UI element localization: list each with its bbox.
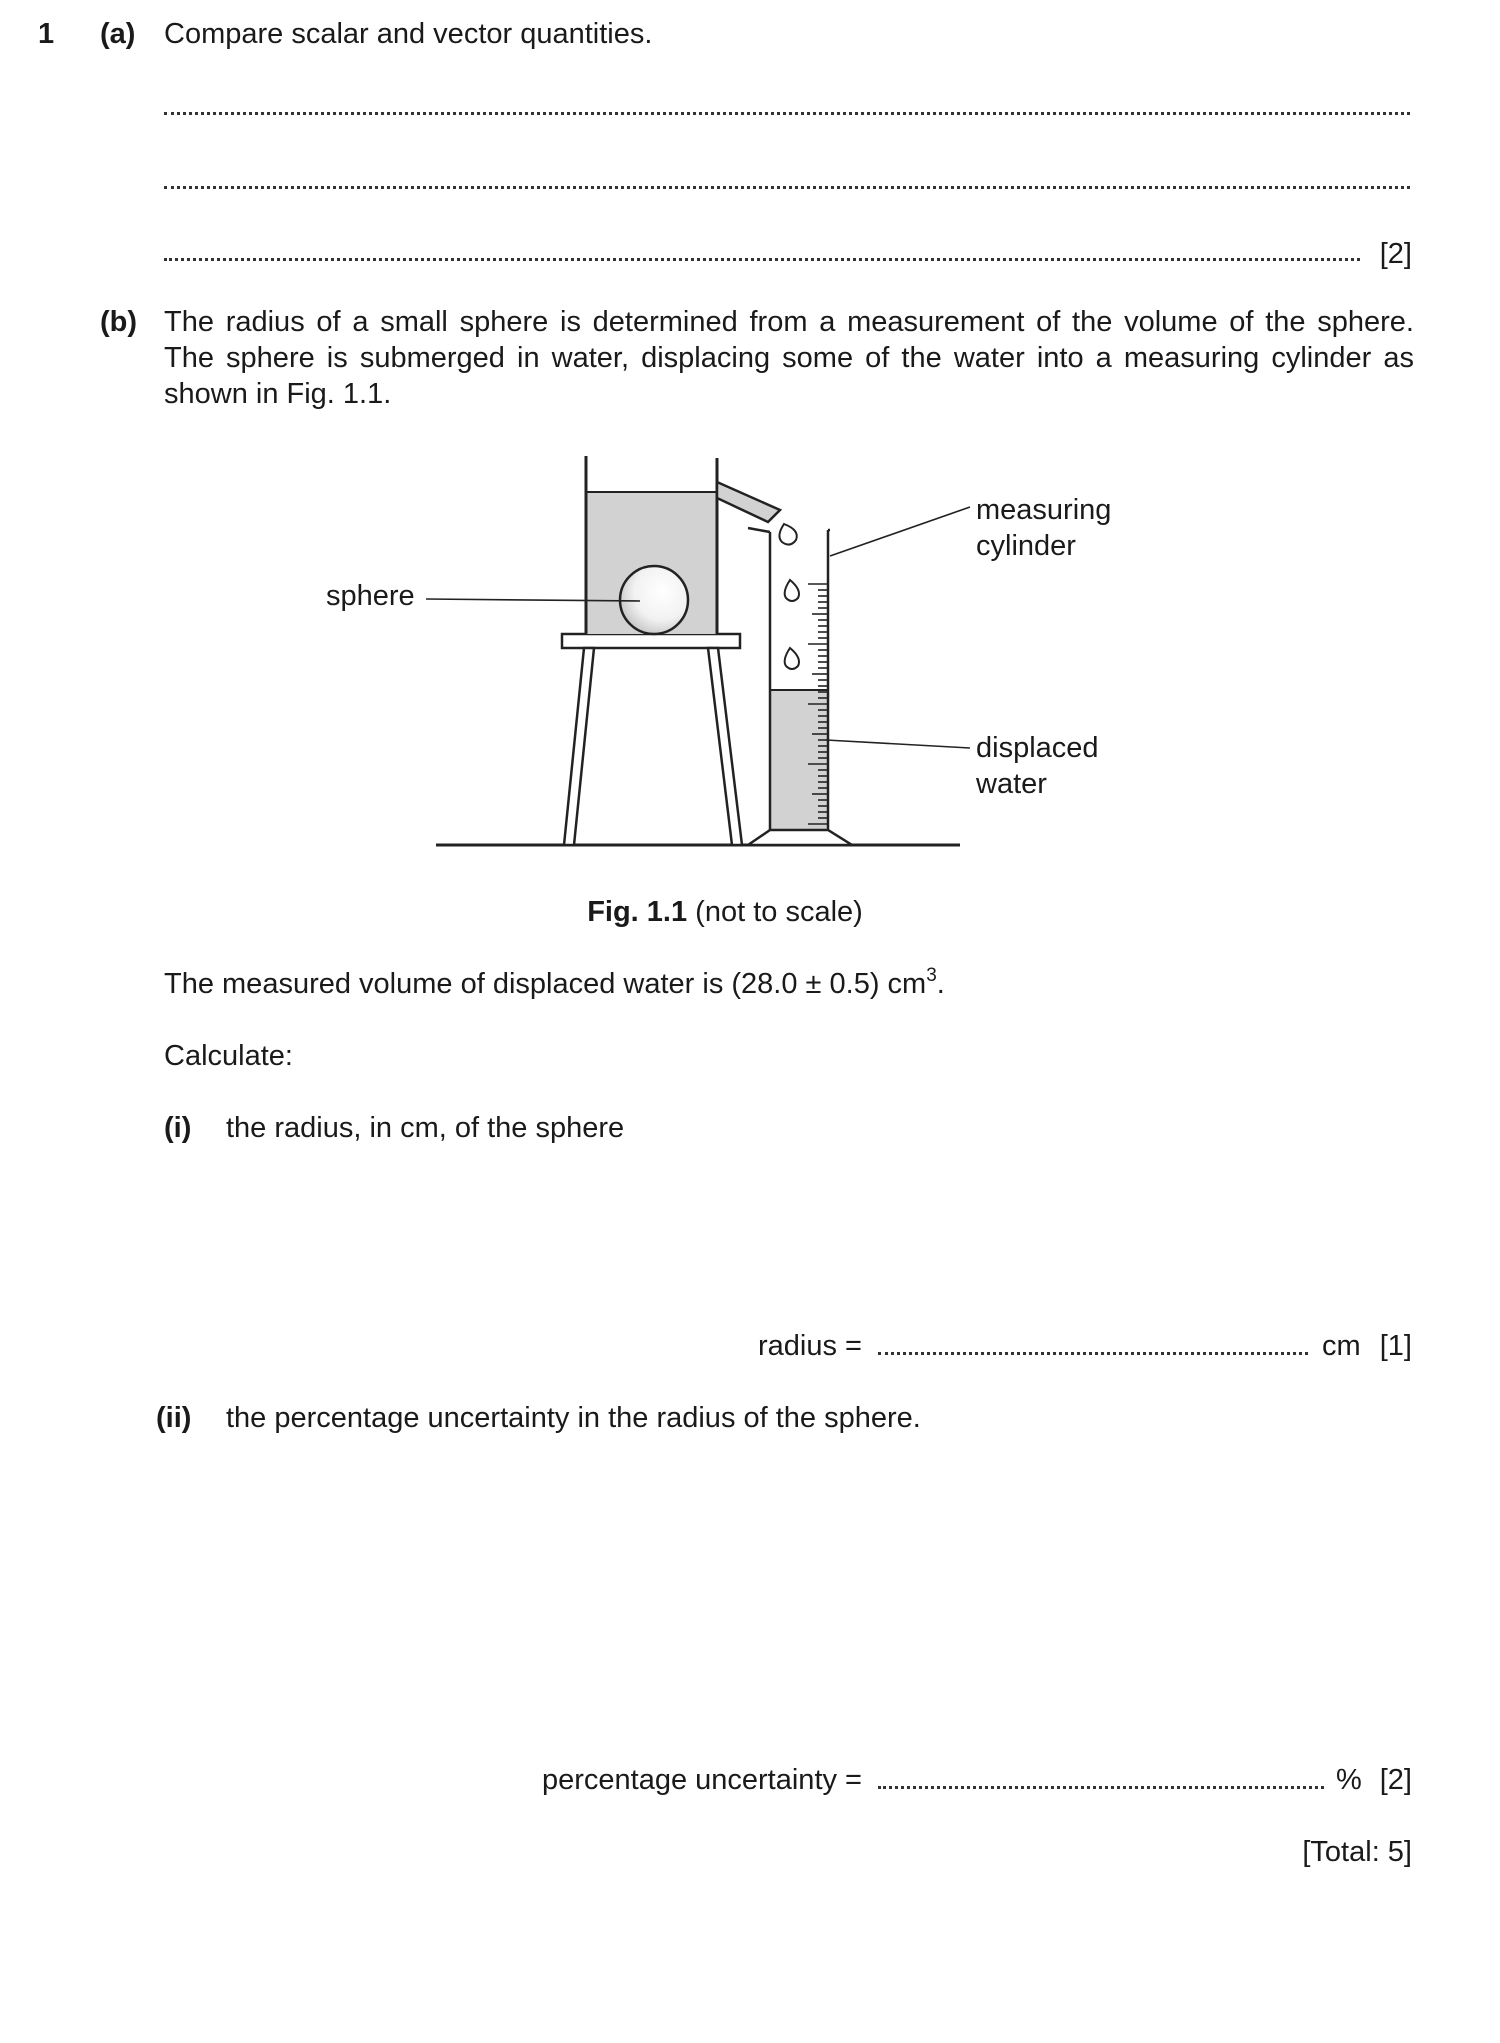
uncertainty-marks: [2] [1379,1764,1412,1796]
sub-ii-text: the percentage uncertainty in the radius of the sphere. [226,1402,921,1434]
radius-answer-line[interactable] [878,1352,1308,1355]
figure-1-1 [0,0,1500,900]
measured-volume-sup: 3 [926,965,937,986]
container-spout [717,482,780,522]
caption-rest: (not to scale) [695,896,863,928]
sub-i-label: (i) [164,1112,192,1144]
radius-answer-label: radius = [758,1330,862,1362]
uncertainty-unit: % [1336,1764,1362,1796]
part-b-label: (b) [100,306,138,338]
stand-top [562,634,740,648]
question-number: 1 [38,18,55,50]
figure-caption [0,894,1450,930]
uncertainty-answer-line[interactable] [878,1786,1324,1789]
leader-cylinder [830,507,970,556]
part-b-intro-line3: shown in Fig. 1.1. [164,378,392,410]
leader-water [826,740,970,748]
calculate-label: Calculate: [164,1040,293,1072]
label-water-line2: water [976,768,1047,800]
sub-ii-label: (ii) [156,1402,192,1434]
drop-falling-1 [785,580,799,601]
part-b-intro-line1: The radius of a small sphere is determined from a measurement of the volume of the sphere. [164,306,1414,338]
stand-leg-left [564,648,594,845]
measured-volume-text [164,966,945,1002]
caption-bold: Fig. 1.1 [587,896,688,928]
label-water-line1: displaced [976,732,1099,764]
measured-volume-main: The measured volume of displaced water is (28.0 ± 0.5) cm [164,968,927,1000]
label-cylinder-line1: measuring [976,494,1112,526]
cylinder-base [748,830,852,845]
part-a-marks: [2] [1379,238,1412,270]
part-a-label: (a) [100,18,136,50]
sphere [620,566,688,634]
drop-falling-2 [785,648,799,669]
radius-unit: cm [1322,1330,1361,1362]
cylinder-water [771,690,828,830]
part-a-prompt: Compare scalar and vector quantities. [164,18,653,50]
label-cylinder-line2: cylinder [976,530,1076,562]
measured-volume-end: . [936,968,945,1000]
label-sphere: sphere [326,580,415,612]
part-b-intro-line2: The sphere is submerged in water, displacing some of the water into a measuring cylinder as [164,342,1414,374]
stand-leg-right [708,648,742,845]
sub-i-text: the radius, in cm, of the sphere [226,1112,625,1144]
total-marks: [Total: 5] [1302,1836,1412,1868]
uncertainty-answer-label: percentage uncertainty = [541,1764,862,1796]
drop-pouring [779,524,796,545]
radius-marks: [1] [1379,1330,1412,1362]
